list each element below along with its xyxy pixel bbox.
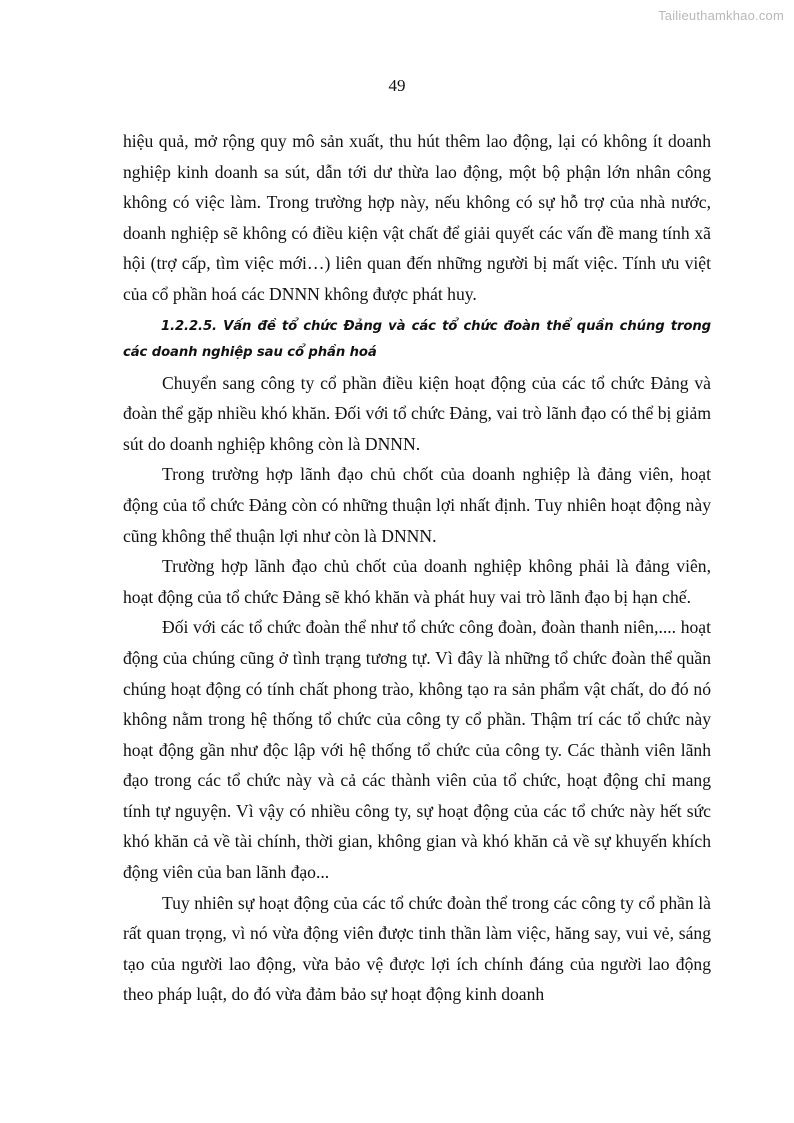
paragraph: Trong trường hợp lãnh đạo chủ chốt của doanh nghiệp là đảng viên, hoạt động của tổ chức Đảng còn có những thuận lợi nhất định. Tuy nhiên hoạt động này cũng không thể thuận lợi như còn là DNNN. (123, 464, 711, 546)
paragraph: Đối với các tổ chức đoàn thể như tổ chức công đoàn, đoàn thanh niên,.... hoạt động của chúng cũng ở tình trạng tương tự. Vì đây là những tổ chức đoàn thể quần chúng hoạt động có tính chất phong trào, không tạo ra sản phẩm vật chất, do đó nó không nằm trong hệ thống tổ chức của công ty cổ phần. Thậm trí các tổ chức này hoạt động gần như độc lập với hệ thống tổ chức của công ty. Các thành viên lãnh đạo trong các tổ chức này và cả các thành viên của tổ chức, hoạt động chỉ mang tính tự nguyện. Vì vậy có nhiều công ty, sự hoạt động của các tổ chức này hết sức khó khăn cả về tài chính, thời gian, không gian và khó khăn cả về sự khuyến khích động viên của ban lãnh đạo... (123, 617, 711, 883)
section-heading: 1.2.2.5. Vấn đề tổ chức Đảng và các tổ chức đoàn thể quần chúng trong các doanh nghiệp sau cổ phần hoá (123, 318, 711, 360)
paragraph: Tuy nhiên sự hoạt động của các tổ chức đoàn thể trong các công ty cổ phần là rất quan trọng, vì nó vừa động viên được tinh thần làm việc, hăng say, vui vẻ, sáng tạo của người lao động, vừa bảo vệ được lợi ích chính đáng của người lao động theo pháp luật, do đó vừa đảm bảo sự hoạt động kinh doanh (123, 892, 711, 1005)
document-body (123, 126, 711, 1010)
paragraph: Chuyển sang công ty cổ phần điều kiện hoạt động của các tổ chức Đảng và đoàn thể gặp nhiều khó khăn. Đối với tổ chức Đảng, vai trò lãnh đạo có thể bị giảm sút do doanh nghiệp không còn là DNNN. (123, 372, 711, 454)
paragraph-continuation: hiệu quả, mở rộng quy mô sản xuất, thu hút thêm lao động, lại có không ít doanh nghiệp kinh doanh sa sút, dẫn tới dư thừa lao động, một bộ phận lớn nhân công không có việc làm. Trong trường hợp này, nếu không có sự hỗ trợ của nhà nước, doanh nghiệp sẽ không có điều kiện vật chất để giải quyết các vấn đề mang tính xã hội (trợ cấp, tìm việc mới…) liên quan đến những người bị mất việc. Tính ưu việt của cổ phần hoá các DNNN không được phát huy. (123, 131, 711, 304)
paragraph: Trường hợp lãnh đạo chủ chốt của doanh nghiệp không phải là đảng viên, hoạt động của tổ chức Đảng sẽ khó khăn và phát huy vai trò lãnh đạo bị hạn chế. (123, 556, 711, 607)
page-number: 49 (388, 76, 406, 95)
watermark: Tailieuthamkhao.com (658, 8, 784, 23)
